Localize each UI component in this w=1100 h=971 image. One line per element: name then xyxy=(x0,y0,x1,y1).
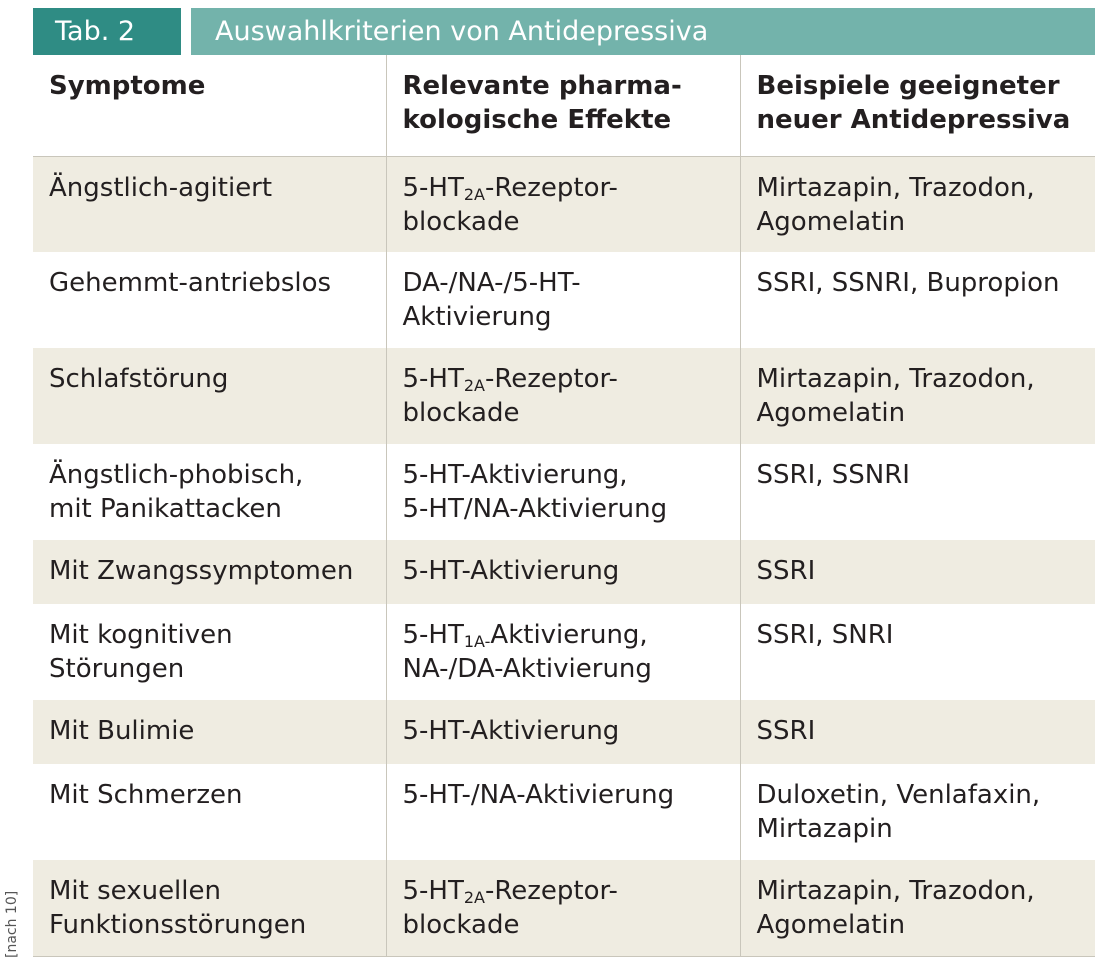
cell-beispiel: Mirtazapin, Trazodon, Agomelatin xyxy=(740,156,1095,252)
cell-symptom: Ängstlich-phobisch, mit Panikattacken xyxy=(33,444,386,540)
cell-effekt: 5-HT-Aktivierung xyxy=(386,540,740,604)
table-row xyxy=(33,764,1095,860)
table-row xyxy=(33,540,1095,604)
cell-beispiel: Duloxetin, Venlafaxin, Mirtazapin xyxy=(740,764,1095,860)
cell-beispiel: SSRI xyxy=(740,700,1095,764)
table-row xyxy=(33,348,1095,444)
table-row xyxy=(33,700,1095,764)
table-number: Tab. 2 xyxy=(33,8,181,55)
header-beispiele: Beispiele geeigneter neuer Antidepressiva xyxy=(740,55,1095,156)
cell-symptom: Schlafstörung xyxy=(33,348,386,444)
cell-beispiel: SSRI, SSNRI xyxy=(740,444,1095,540)
cell-symptom: Mit Zwangssymptomen xyxy=(33,540,386,604)
cell-beispiel: Mirtazapin, Trazodon, Agomelatin xyxy=(740,860,1095,956)
cell-symptom: Mit sexuellen Funktionsstörungen xyxy=(33,860,386,956)
cell-effekt: $5-HT_{2A}-Rezeptor-$ blockade xyxy=(386,348,740,444)
cell-effekt: 5-HT-Aktivierung xyxy=(386,700,740,764)
table-title-bar xyxy=(33,8,1095,55)
cell-symptom: Mit Schmerzen xyxy=(33,764,386,860)
cell-beispiel: SSRI xyxy=(740,540,1095,604)
cell-effekt: 5-HT-/NA-Aktivierung xyxy=(386,764,740,860)
header-symptome: Symptome xyxy=(33,55,386,156)
cell-effekt: DA-/NA-/5-HT- Aktivierung xyxy=(386,252,740,348)
cell-beispiel: Mirtazapin, Trazodon, Agomelatin xyxy=(740,348,1095,444)
cell-beispiel: SSRI, SNRI xyxy=(740,604,1095,700)
cell-symptom: Ängstlich-agitiert xyxy=(33,156,386,252)
table-row xyxy=(33,604,1095,700)
table-row xyxy=(33,860,1095,956)
source-note: [nach 10] xyxy=(4,890,20,958)
cell-symptom: Gehemmt-antriebslos xyxy=(33,252,386,348)
cell-effekt: 5-HT-Aktivierung, 5-HT/NA-Aktivierung xyxy=(386,444,740,540)
cell-symptom: Mit kognitiven Störungen xyxy=(33,604,386,700)
cell-beispiel: SSRI, SSNRI, Bupropion xyxy=(740,252,1095,348)
criteria-table xyxy=(33,55,1095,957)
table-row xyxy=(33,252,1095,348)
table-header-row xyxy=(33,55,1095,156)
header-effekte: Relevante pharma- kologische Effekte xyxy=(386,55,740,156)
table-row xyxy=(33,156,1095,252)
cell-effekt: $5-HT_{1A-}Aktivierung$, NA-/DA-Aktivierung xyxy=(386,604,740,700)
cell-effekt: $5-HT_{2A}-Rezeptor-$ blockade xyxy=(386,860,740,956)
cell-symptom: Mit Bulimie xyxy=(33,700,386,764)
table-title: Auswahlkriterien von Antidepressiva xyxy=(191,8,1095,55)
cell-effekt: $5-HT_{2A}-Rezeptor-$ blockade xyxy=(386,156,740,252)
table-row xyxy=(33,444,1095,540)
